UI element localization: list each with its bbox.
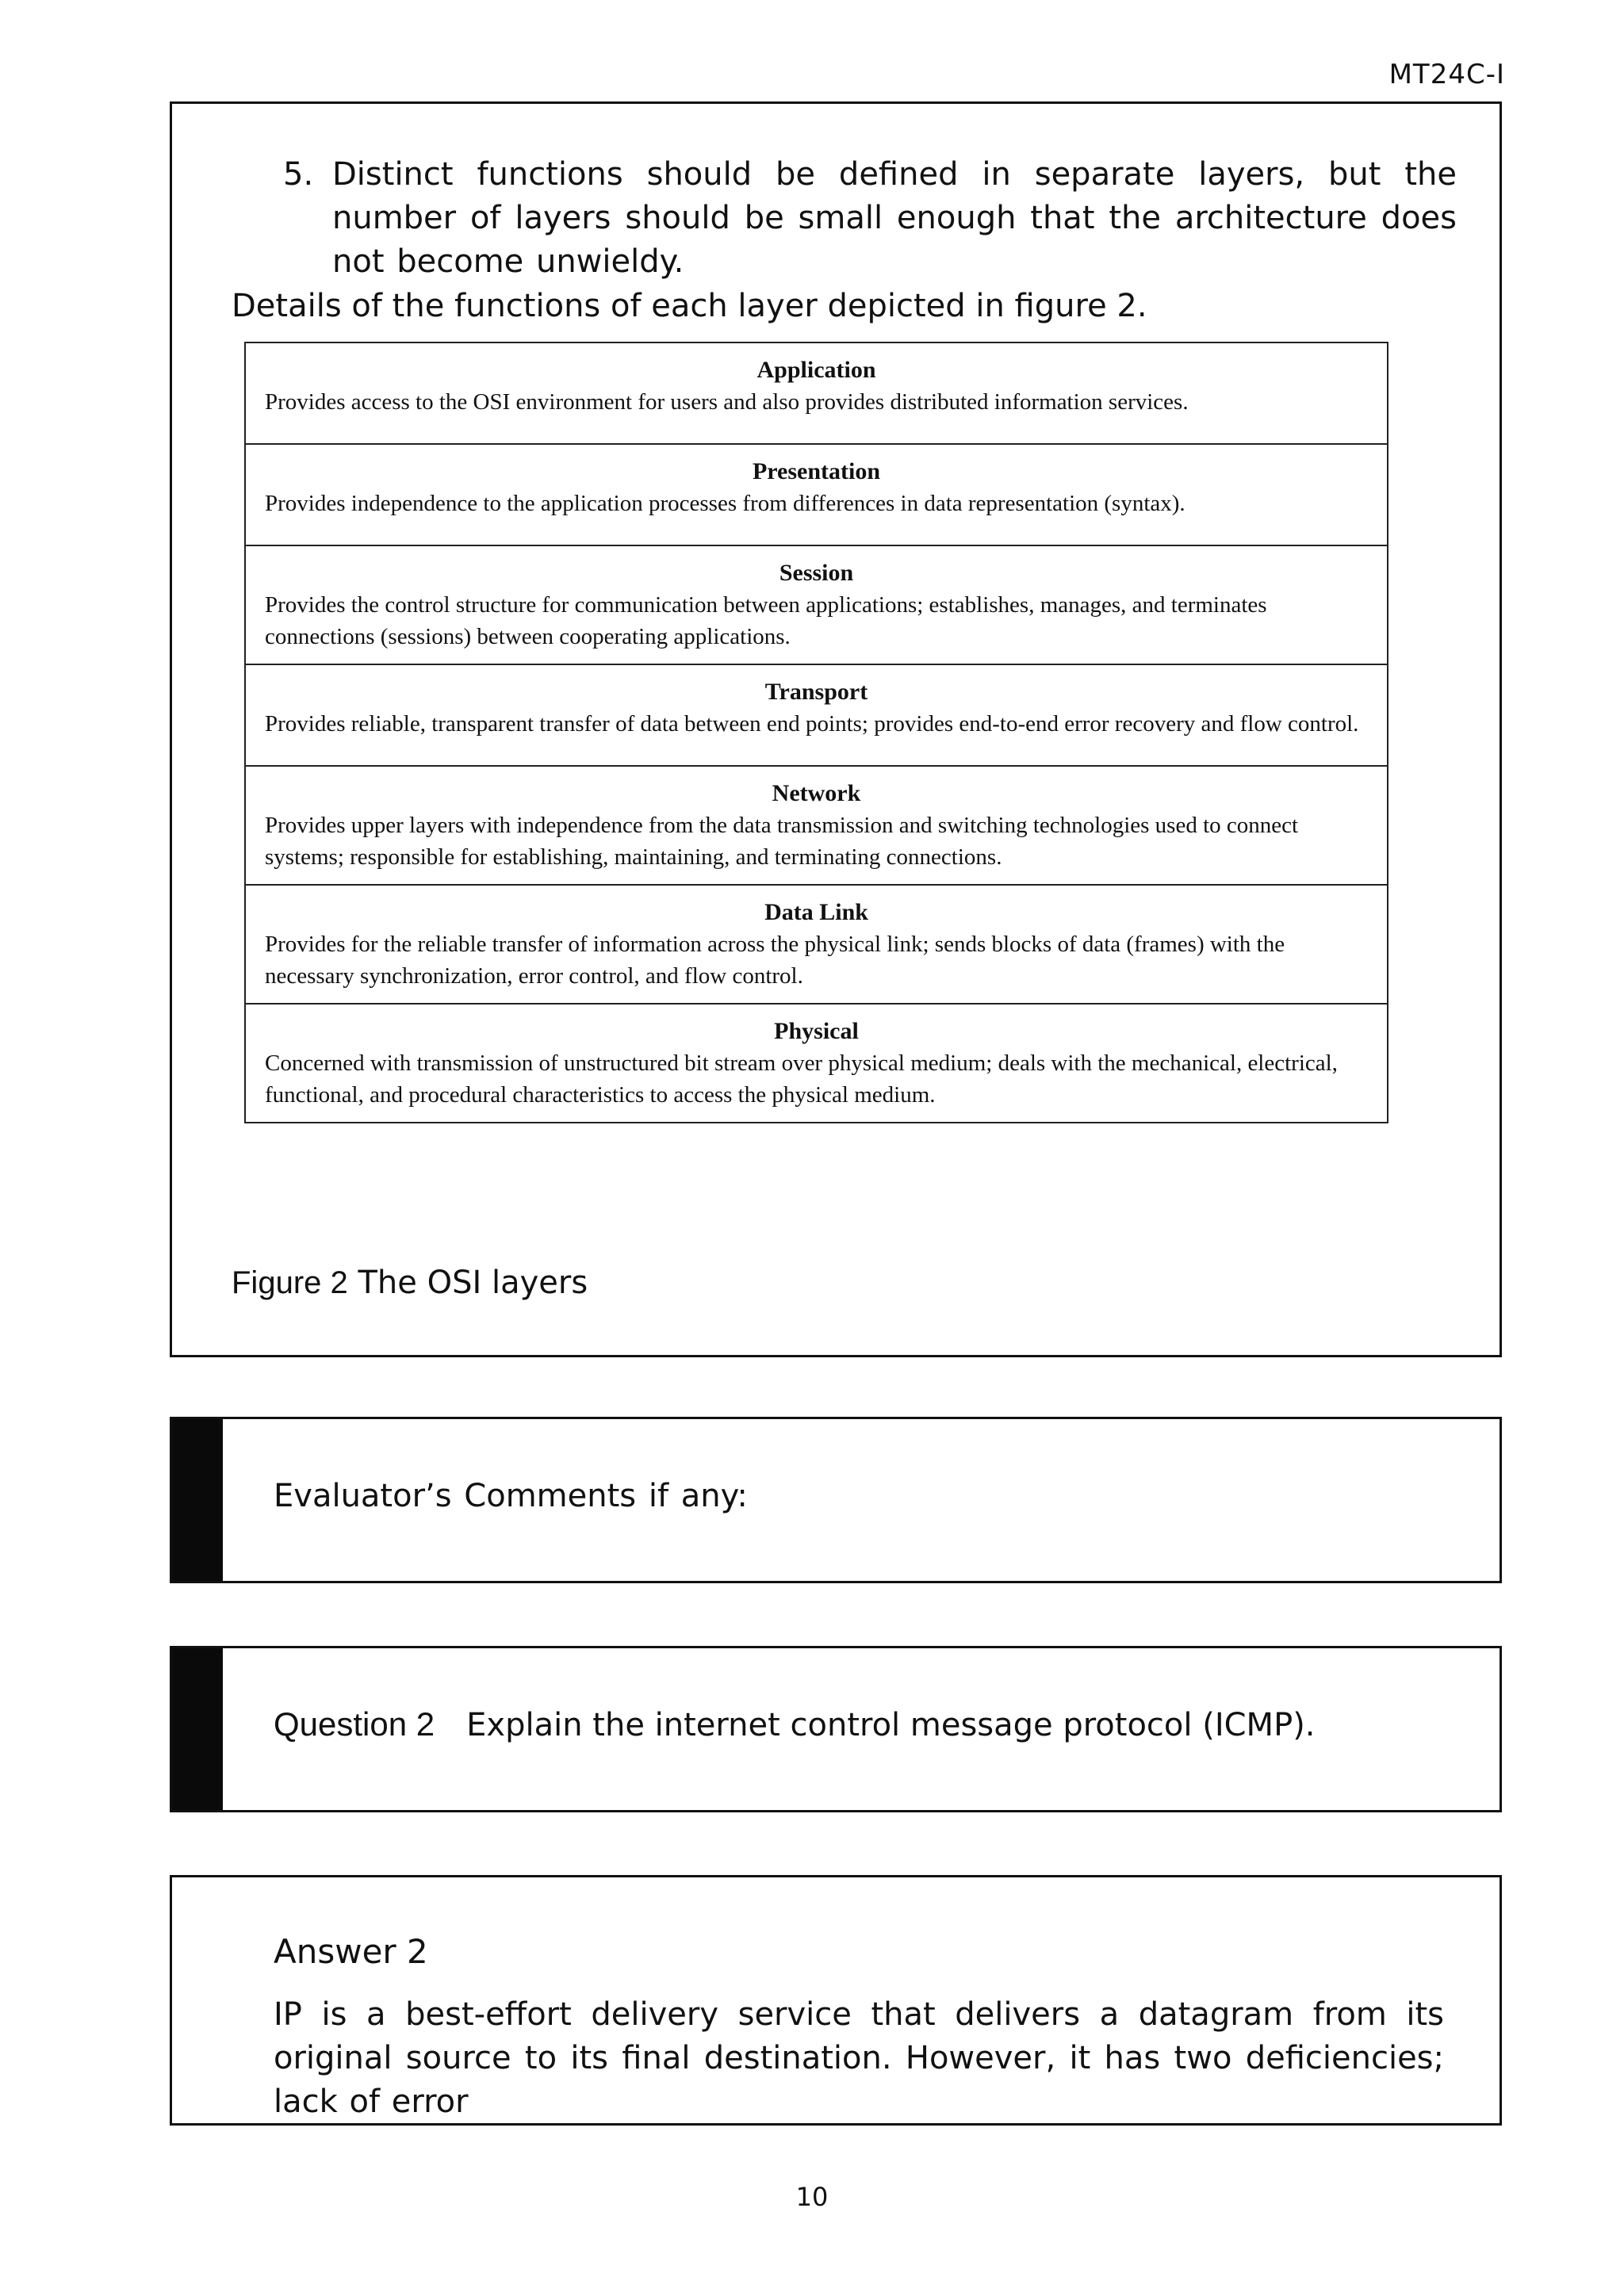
table-row xyxy=(245,664,1388,766)
table-row xyxy=(245,342,1388,444)
evaluator-comments-label: Evaluator’s Comments if any: xyxy=(274,1478,748,1514)
layer-name: Session xyxy=(779,560,854,586)
question-label: Question 2 xyxy=(274,1705,435,1743)
content-box xyxy=(170,101,1502,1357)
layer-description: Provides upper layers with independence from the data transmission and switching technologies used to connect systems; responsible for establishing, maintaining, and terminating connections. xyxy=(265,813,1299,870)
layer-description: Provides reliable, transparent transfer of data between end points; provides end-to-end error recovery and flow control. xyxy=(265,711,1359,737)
layer-cell xyxy=(245,766,1388,885)
layer-description: Provides for the reliable transfer of information across the physical link; sends blocks of data (frames) with the necessary synchronization, error control, and flow control. xyxy=(265,932,1285,989)
table-row xyxy=(245,885,1388,1004)
evaluator-comments-box xyxy=(170,1417,1502,1583)
page-number: 10 xyxy=(795,2182,829,2212)
answer-label: Answer 2 xyxy=(274,1932,428,1971)
details-line: Details of the functions of each layer depicted in figure 2. xyxy=(232,288,1147,324)
figure-caption-text: The OSI layers xyxy=(358,1265,588,1301)
layer-name: Transport xyxy=(764,679,868,705)
layer-name: Data Link xyxy=(764,899,868,925)
question-box xyxy=(170,1646,1502,1812)
layer-cell xyxy=(245,1004,1388,1123)
answer-text: IP is a best-effort delivery service that delivers a datagram from its original source to its final destination. However, it has two deficiencies; lack of error xyxy=(274,1996,1444,2120)
layer-description: Concerned with transmission of unstructured bit stream over physical medium; deals with the mechanical, electrical, functional, and procedural characteristics to access the physical medium. xyxy=(265,1050,1338,1108)
layer-name: Presentation xyxy=(752,458,881,484)
osi-layers-table xyxy=(244,342,1388,1123)
table-row xyxy=(245,444,1388,545)
table-row xyxy=(245,766,1388,885)
side-bar xyxy=(172,1419,223,1581)
answer-box xyxy=(170,1875,1502,2126)
layer-cell xyxy=(245,342,1388,444)
document-code: MT24C-I xyxy=(1388,59,1505,90)
figure-caption xyxy=(232,1261,588,1305)
layer-description: Provides access to the OSI environment for users and also provides distributed information services. xyxy=(265,389,1189,415)
layer-cell xyxy=(245,545,1388,664)
layer-name: Physical xyxy=(774,1018,859,1044)
question xyxy=(274,1702,1316,1747)
table-row xyxy=(245,1004,1388,1123)
layer-name: Application xyxy=(756,357,876,383)
layer-cell xyxy=(245,444,1388,545)
layer-description: Provides independence to the application processes from differences in data representation (syntax). xyxy=(265,491,1185,516)
item-text: Distinct functions should be defined in separate layers, but the number of layers should be small enough that the architecture does not become unwieldy. xyxy=(332,156,1457,280)
numbered-item xyxy=(283,153,1457,284)
question-text: Explain the internet control message protocol (ICMP). xyxy=(466,1707,1316,1743)
layer-cell xyxy=(245,885,1388,1004)
layer-name: Network xyxy=(772,780,861,806)
item-number: 5. xyxy=(283,156,314,193)
layer-description: Provides the control structure for communication between applications; establishes, manages, and terminates connections (sessions) between cooperating applications. xyxy=(265,592,1267,649)
side-bar xyxy=(172,1648,223,1810)
figure-label: Figure 2 xyxy=(232,1265,348,1300)
layer-cell xyxy=(245,664,1388,766)
table-row xyxy=(245,545,1388,664)
